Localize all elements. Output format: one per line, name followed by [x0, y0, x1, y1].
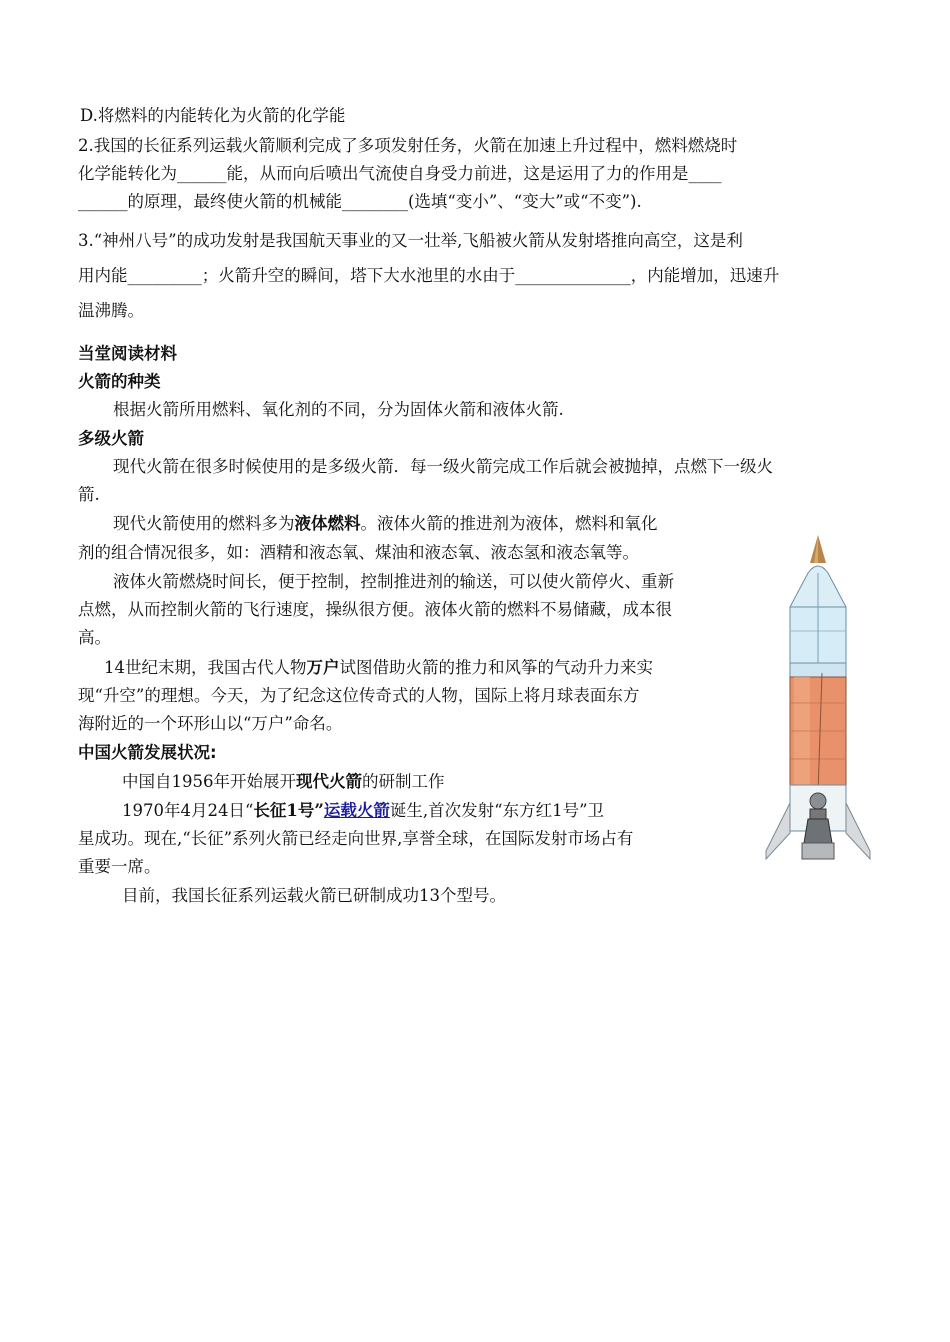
wanhu-text-3: 海附近的一个环形山以“万户”命名。 [78, 714, 343, 733]
wanhu-text-2: 现“升空”的理想。今天，为了纪念这位传奇式的人物，国际上将月球表面东方 [78, 686, 640, 705]
question-3-line-3: 温沸腾。 [78, 301, 144, 320]
fuel-text-1 [113, 512, 658, 536]
liquid-rocket-text-1: 液体火箭燃烧时间长，便于控制，控制推进剂的输送，可以使火箭停火、重新 [113, 572, 674, 591]
long-march-text-3: 重要一席。 [78, 857, 161, 876]
liquid-rocket-text-2: 点燃，从而控制火箭的飞行速度，操纵很方便。液体火箭的燃料不易储藏，成本很 [78, 600, 672, 619]
fuel-text-1a: 现代火箭使用的燃料多为 [113, 514, 295, 533]
china-text-1a: 中国自1956年开始展开 [122, 772, 296, 791]
wanhu-text-1a: 14世纪末期，我国古代人物 [104, 658, 307, 677]
rocket-illustration [762, 533, 874, 863]
wanhu-text-1c: 试图借助火箭的推力和风筝的气动升力来实 [339, 658, 653, 677]
reading-title: 当堂阅读材料 [78, 344, 177, 363]
long-march-text-2: 星成功。现在,“长征”系列火箭已经走向世界,享誉全球，在国际发射市场占有 [78, 829, 634, 848]
liquid-rocket-text-3: 高。 [78, 628, 111, 647]
multistage-text-1: 现代火箭在很多时候使用的是多级火箭．每一级火箭完成工作后就会被抛掉，点燃下一级火 [113, 457, 773, 476]
liquid-fuel-term: 液体燃料 [294, 514, 361, 533]
long-march-text-1c: 诞生,首次发射“东方红1号”卫 [389, 801, 605, 820]
china-text-1 [122, 770, 445, 794]
long-march-text-1 [122, 799, 604, 823]
rocket-types-text: 根据火箭所用燃料、氧化剂的不同，分为固体火箭和液体火箭. [113, 400, 564, 419]
modern-rocket-term: 现代火箭 [296, 772, 362, 791]
long-march-text-1a: 1970年4月24日“ [122, 801, 254, 820]
question-2-line-3: ______的原理，最终使火箭的机械能________(选填“变小”、“变大”或“不变”). [78, 192, 642, 211]
question-2-line-1: 2.我国的长征系列运载火箭顺利完成了多项发射任务，火箭在加速上升过程中，燃料燃烧时 [78, 136, 738, 155]
china-text-1c: 的研制工作 [362, 772, 445, 791]
wanhu-text-1 [104, 656, 653, 680]
rocket-types-heading: 火箭的种类 [78, 372, 161, 391]
question-3-line-2: 用内能_________；火箭升空的瞬间，塔下大水池里的水由于______________，内能增加，迅速升 [78, 266, 780, 285]
models-count-text: 目前，我国长征系列运载火箭已研制成功13个型号。 [122, 886, 506, 905]
china-rocket-heading: 中国火箭发展状况: [78, 743, 217, 762]
multistage-text-2: 箭. [78, 485, 100, 504]
fuel-text-2: 剂的组合情况很多，如：酒精和液态氧、煤油和液态氧、液态氢和液态氧等。 [78, 543, 639, 562]
question-3-line-1: 3.“神州八号”的成功发射是我国航天事业的又一壮举,飞船被火箭从发射塔推向高空，这是利 [78, 231, 743, 250]
question-2-line-2: 化学能转化为______能，从而向后喷出气流使自身受力前进，这是运用了力的作用是____ [78, 164, 722, 183]
multistage-heading: 多级火箭 [78, 429, 144, 448]
launch-vehicle-link[interactable]: 运载火箭 [323, 801, 390, 820]
option-d: D.将燃料的内能转化为火箭的化学能 [80, 106, 346, 125]
wanhu-name: 万户 [306, 658, 340, 677]
long-march-1-name: 长征1号” [253, 801, 324, 820]
fuel-text-1c: 。液体火箭的推进剂为液体，燃料和氧化 [360, 514, 658, 533]
